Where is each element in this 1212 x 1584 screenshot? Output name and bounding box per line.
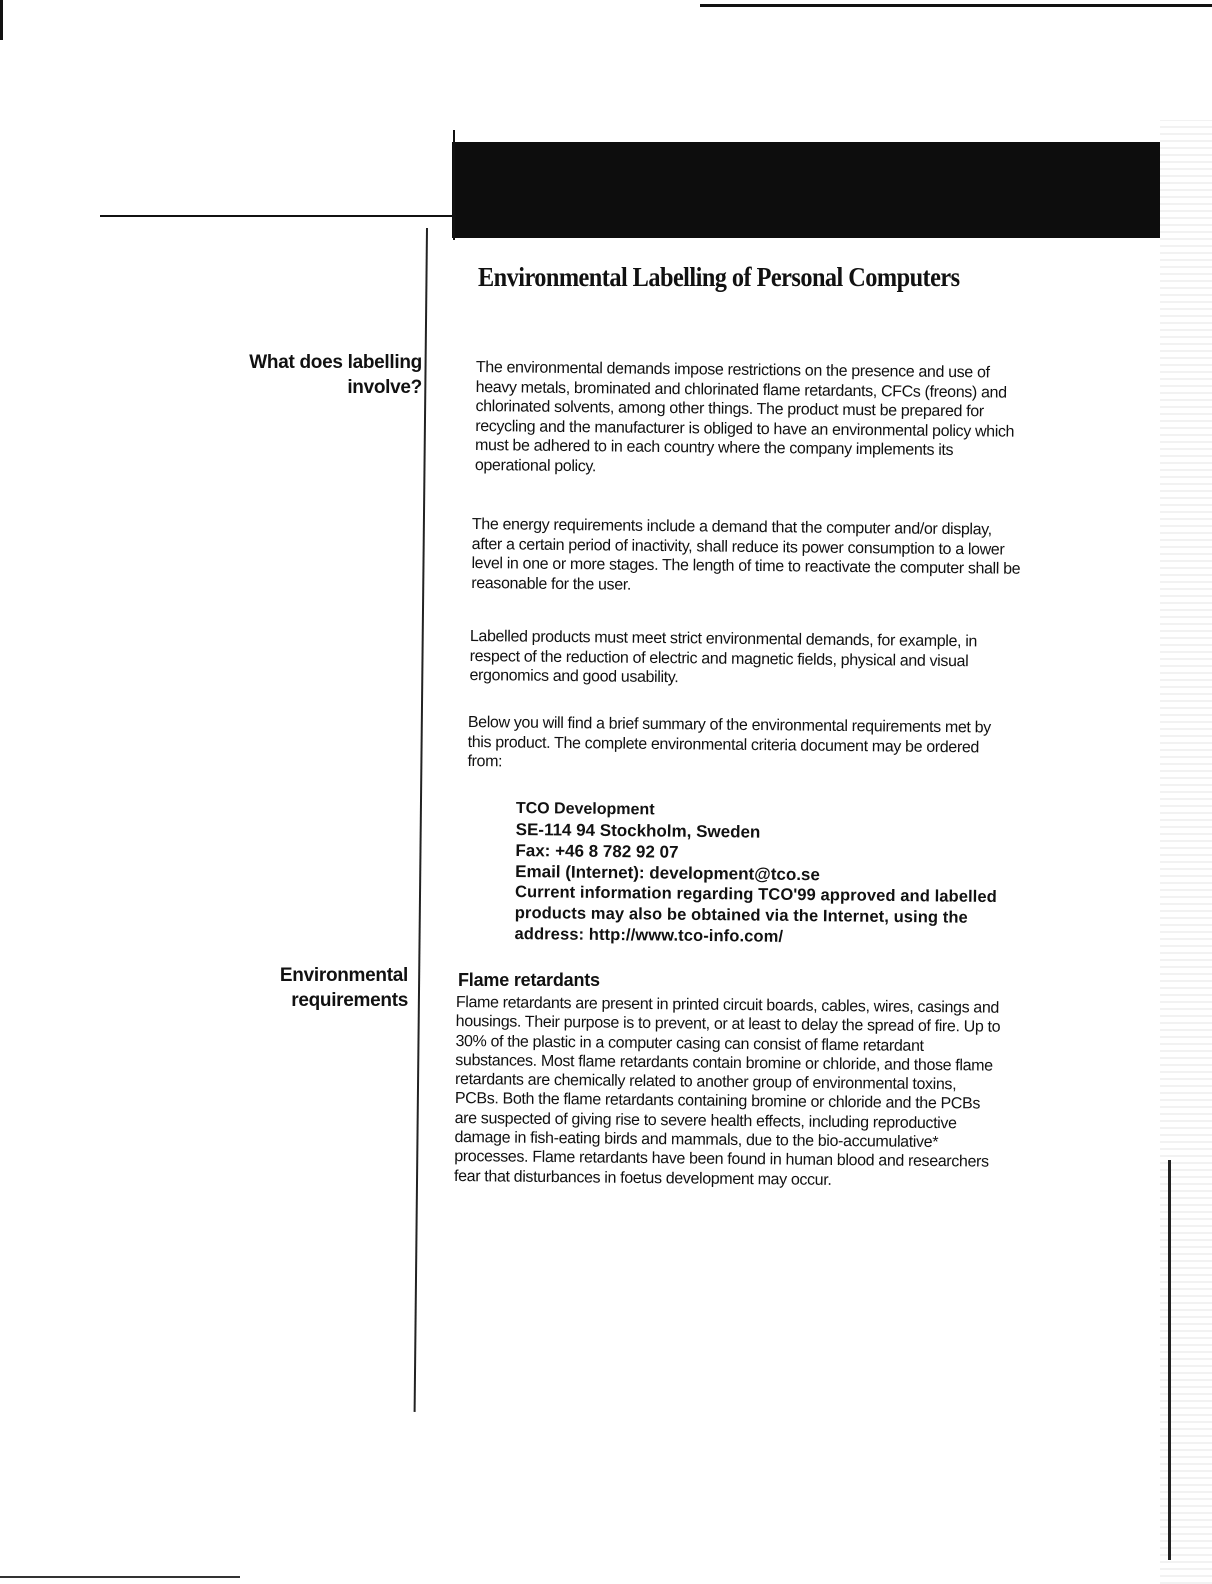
scan-edge-top [700,4,1212,7]
column-divider [414,228,428,1412]
scan-edge-bottom [0,1576,240,1578]
paragraph-summary: Below you will find a brief summary of the environmental requirements met by this product. The complete environmental criteria document may be ordered from: [467,713,991,771]
header-black-band [452,142,1160,238]
contact-address: SE-114 94 Stockholm, Sweden [515,819,761,842]
scan-edge-right [1168,1160,1171,1560]
page-title: Environmental Labelling of Personal Computers [478,262,960,292]
contact-fax: Fax: +46 8 782 92 07 [515,840,679,862]
contact-block [514,798,1016,950]
contact-internet-note: Current information regarding TCO'99 approved and labelled products may also be obtained via the Internet, using the address: http://www.tco-info.com/ [514,882,997,946]
column-divider-top [453,130,455,240]
paragraph-energy-requirements: The energy requirements include a demand that the computer and/or display, after a certain period of inactivity, shall reduce its power consumption to a lower level in one or more stages. The length of time to reactivate the computer shall be reasonable for the user. [471,515,1021,594]
paragraph-labelled-products: Labelled products must meet strict environmental demands, for example, in respect of the reduction of electric and magnetic fields, physical and visual ergonomics and good usability. [469,627,978,687]
scan-edge-left [0,0,3,40]
paragraph-environmental-demands: The environmental demands impose restrictions on the presence and use of heavy metals, brominated and chlorinated flame retardants, CFCs (freons) and chlorinated solvents, among other things. The product must be prepared for recycling and the manufacturer is obliged to have an environmental policy which must be adhered to in each country where the company implements its operational policy. [474,358,1015,475]
subheading-flame-retardants: Flame retardants [458,970,600,990]
contact-organization: TCO Development [515,799,655,819]
section-heading-environmental-requirements: Environmental requirements [279,965,408,1011]
paragraph-flame-retardants: Flame retardants are present in printed circuit boards, cables, wires, casings and housings. Their purpose is to prevent, or at least to delay the spread of fire. Up to 30% of the plastic in a computer casing can consist of flame retardant substances. Most flame retardants contain bromine or chloride, and those flame retardants are chemically related to another group of environmental toxins, PCBs. Both the flame retardants containing bromine or chloride and the PCBs are suspected of giving rise to severe health effects, including reproductive damage in fish-eating birds and mammals, due to the bio-accumulative* processes. Flame retardants have been found in human blood and researchers fear that disturbances in foetus development may occur. [453,993,1001,1189]
header-rule [100,215,456,217]
contact-email: Email (Internet): development@tco.se [515,861,821,885]
section-heading-labelling: What does labelling involve? [249,352,422,398]
